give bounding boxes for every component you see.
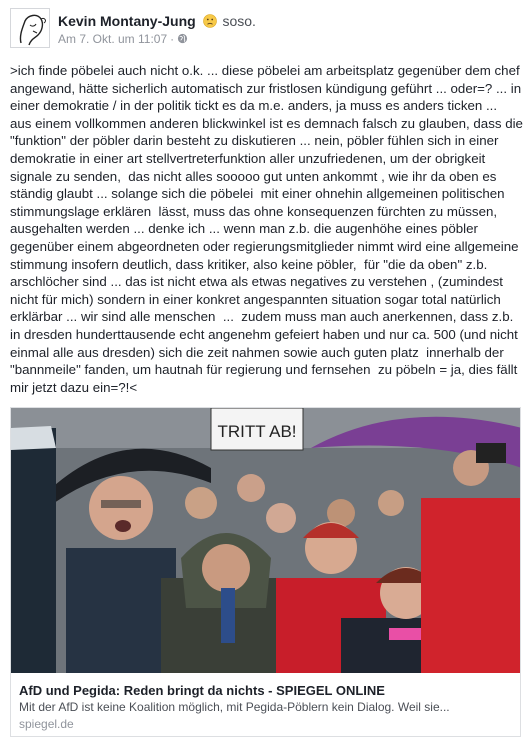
link-title[interactable]: AfD und Pegida: Reden bringt da nichts - SPIEGEL ONLINE (19, 683, 385, 698)
slightly-frowning-face-emoji-icon (203, 14, 217, 28)
camera (476, 443, 506, 463)
author-name[interactable]: Kevin Montany-Jung (58, 13, 196, 29)
author-line (58, 12, 256, 30)
globe-icon[interactable] (177, 33, 188, 44)
post-header (0, 0, 530, 56)
police-officer (11, 428, 56, 673)
photographer-red-jacket (421, 498, 521, 673)
link-preview-meta[interactable] (11, 673, 521, 737)
blue-flag (221, 588, 235, 643)
link-preview-card[interactable] (10, 407, 521, 737)
avatar[interactable] (10, 8, 50, 48)
post-timestamp[interactable]: Am 7. Okt. um 11:07 (58, 32, 168, 46)
post-meta (58, 32, 188, 46)
avatar-sketch-icon (11, 9, 50, 48)
meta-separator: · (170, 32, 175, 46)
protest-sign-text: TRITT AB! (217, 422, 297, 441)
protest-crowd-photo (11, 408, 521, 673)
link-description: Mit der AfD ist keine Koalition möglich, mit Pegida-Pöblern kein Dialog. Weil sie... (19, 700, 450, 714)
post-body-text: >ich finde pöbelei auch nicht o.k. ... diese pöbelei am arbeitsplatz gegenüber dem chef angewand, hätte sicherlich automatisch zur fristlosen kündigung geführt ... oder=? ... in einer demokratie / in der politik tickt es da m.e. anders, ja muss es anders ticken ... aus einem vollkommen anderen blickwinkel ist es demnach falsch zu glauben, dass die "funktion" der pöbler darin besteht zu diskutieren ... nein, pöbler fühlen sich in einer demokratie in einer art stellvertreterfunktion aller unzufriedenen, um der obrigkeit signale zu senden, das nicht alles sooooo gut unten ankommt , wie ihr da oben es ständig glaubt ... solange sich die pöbelei mit einer ohnehin allgemeinen politischen stimmungslage erklären lässt, muss das ohne konsequenzen fürchten zu müssen, ausgehalten werden ... denke ich ... wenn man z.b. die augenhöhe eines pöbler gegenüber einem abgeordneten oder regierungsmitglieder nimmt wird eine allgemeine stimmung insofern deutlich, dass kritiker, also keine pöbler, für "die da oben" z.b. arschlöcher sind ... das ist nicht etwa als etwas negatives zu verstehen , (zumindest nicht für mich) sondern in einer konkret angespannten situation sogar total natürlich erklärbar ... wir sind alle menschen ... zudem muss man auch anerkennen, dass z.b. in dresden hunderttausende echt angenehm gefeiert haben und nur ca. 500 (und nicht einmal alle aus dresden) sich die zeit nahmen sowie auch guten platz innerhalb der "bannmeile" fanden, um hautnah für regierung und fernsehen zu pöbeln = ja, dies fällt mir jetzt dazu ein=?!< (10, 63, 527, 395)
link-preview-image[interactable] (11, 408, 521, 673)
link-domain: spiegel.de (19, 717, 74, 731)
feeling-text: soso. (222, 13, 256, 29)
